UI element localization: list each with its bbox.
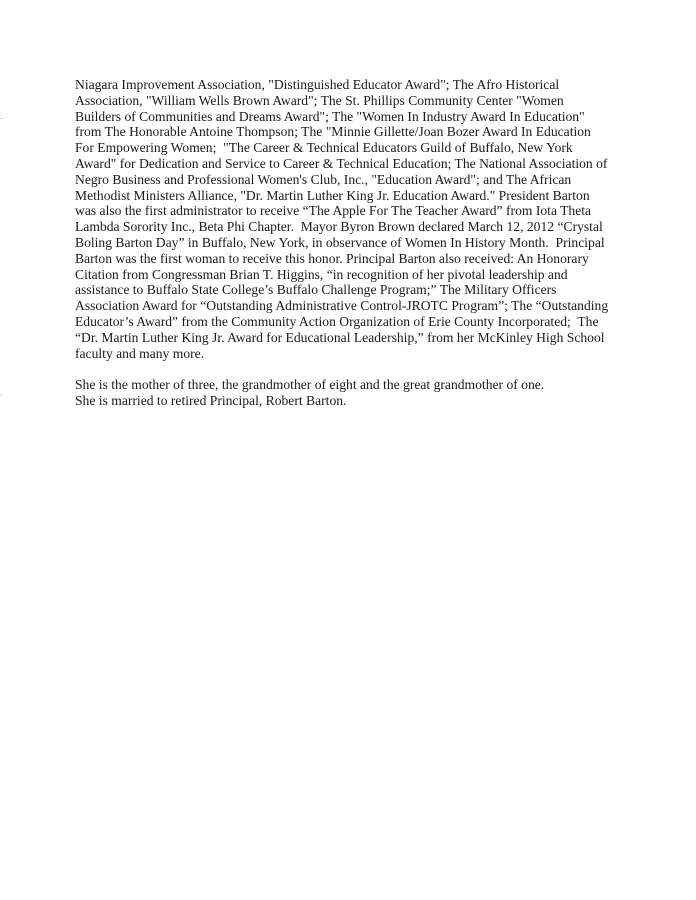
scan-artifact-mark: [0, 395, 3, 396]
text-line: was also the first administrator to receive “The Apple For The Teacher Award” from Iota Theta: [75, 203, 592, 219]
text-line: She is married to retired Principal, Robert Barton.: [75, 392, 347, 408]
text-line: assistance to Buffalo State College’s Buffalo Challenge Program;” The Military Officers: [75, 282, 557, 298]
paragraph-family: [75, 377, 657, 409]
text-line: Barton was the first woman to receive this honor. Principal Barton also received: An Honorary: [75, 250, 589, 266]
text-line: Citation from Congressman Brian T. Higgins, “in recognition of her pivotal leadership and: [75, 266, 568, 282]
text-line: Educator’s Award” from the Community Action Organization of Erie County Incorporated; The: [75, 313, 599, 329]
text-line: Association, "William Wells Brown Award"; The St. Phillips Community Center "Women: [75, 92, 564, 108]
text-line: Lambda Sorority Inc., Beta Phi Chapter. Mayor Byron Brown declared March 12, 2012 “Crystal: [75, 219, 603, 235]
text-line: “Dr. Martin Luther King Jr. Award for Educational Leadership,” from her McKinley High School: [75, 329, 605, 345]
text-line: She is the mother of three, the grandmother of eight and the great grandmother of one.: [75, 377, 545, 393]
text-line: faculty and many more.: [75, 345, 205, 361]
text-line: Boling Barton Day” in Buffalo, New York, in observance of Women In History Month. Principal: [75, 234, 605, 250]
text-line: For Empowering Women; "The Career & Technical Educators Guild of Buffalo, New York: [75, 140, 573, 156]
text-line: Award" for Dedication and Service to Career & Technical Education; The National Association of: [75, 155, 608, 171]
document-body: [75, 77, 657, 409]
scan-artifact-mark: [0, 118, 3, 119]
paragraph-gap: [75, 361, 657, 377]
text-line: Niagara Improvement Association, "Distinguished Educator Award"; The Afro Historical: [75, 77, 560, 92]
text-line: from The Honorable Antoine Thompson; The "Minnie Gillette/Joan Bozer Award In Education: [75, 124, 591, 140]
paragraph-awards: [75, 77, 657, 361]
text-line: Association Award for “Outstanding Administrative Control-JROTC Program”; The “Outstanding: [75, 298, 609, 314]
text-line: Negro Business and Professional Women's Club, Inc., "Education Award"; and The African: [75, 171, 572, 187]
text-line: Methodist Ministers Alliance, "Dr. Martin Luther King Jr. Education Award." President Barton: [75, 187, 590, 203]
text-line: Builders of Communities and Dreams Award"; The "Women In Industry Award In Education": [75, 108, 585, 124]
